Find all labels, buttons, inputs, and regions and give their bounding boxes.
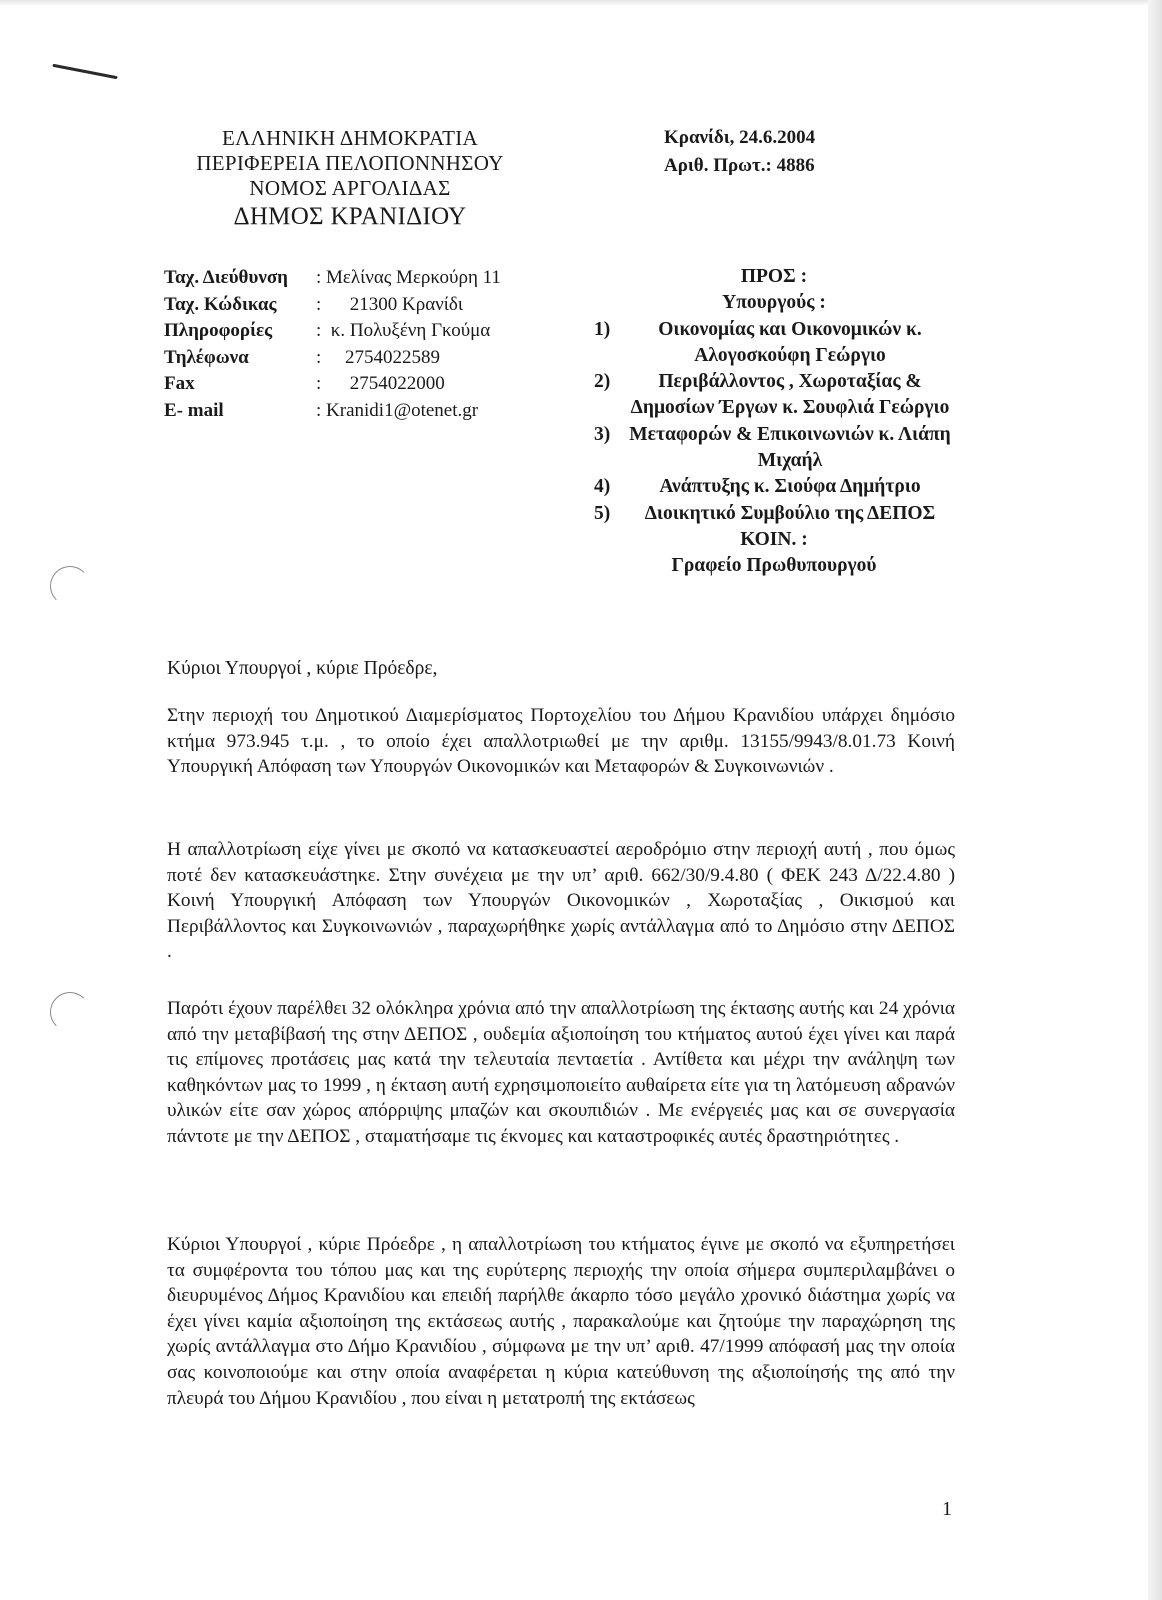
letterhead bbox=[150, 126, 550, 233]
recipient-number: 3) bbox=[594, 423, 611, 445]
scan-edge-shadow bbox=[1148, 0, 1162, 1600]
recipient-number: 5) bbox=[594, 502, 611, 524]
contact-label: Πληροφορίες bbox=[164, 320, 273, 341]
punch-hole-mark bbox=[50, 566, 90, 606]
contact-value: : 21300 Κρανίδι bbox=[316, 293, 463, 315]
letterhead-prefecture: ΝΟΜΟΣ ΑΡΓΟΛΙΔΑΣ bbox=[249, 176, 451, 200]
body-paragraph: Στην περιοχή του Δημοτικού Διαμερίσματος Πορτοχελίου του Δήμου Κρανιδίου υπάρχει δημόσιο κτήμα 973.945 τ.μ. , το οποίο έχει απαλλοτριωθεί με την αριθμ. 13155/9943/8.01.73 Κοινή Υπουργική Απόφαση των Υπουργών Οικονομικών και Μεταφορών & Συγκοινωνιών . bbox=[167, 705, 955, 778]
contact-label: E- mail bbox=[164, 399, 224, 421]
recipient-item bbox=[594, 317, 954, 370]
letterhead-municipality: ΔΗΜΟΣ ΚΡΑΝΙΔΙΟΥ bbox=[233, 203, 467, 230]
contact-label: Fax bbox=[164, 373, 195, 394]
letterhead-region: ΠΕΡΙΦΕΡΕΙΑ ΠΕΛΟΠΟΝΝΗΣΟΥ bbox=[196, 151, 504, 175]
page-number: 1 bbox=[942, 1498, 952, 1520]
contact-value: : 2754022000 bbox=[316, 373, 445, 394]
recipient-item bbox=[594, 501, 954, 527]
body-paragraph: Κύριοι Υπουργοί , κύριε Πρόεδρε , η απαλλοτρίωση του κτήματος έγινε με σκοπό να εξυπηρετήσει τα συμφέροντα του τόπου μας και της ευρύτερης περιοχής την οποία σήμερα συμπεριλαμβάνει ο διευρυμένος Δήμος Κρανιδίου και επειδή παρήλθε άκαρπο τόσο μεγάλο χρονικό διάστημα χωρίς να έχει γίνει καμία αξιοποίηση της εκτάσεως αυτής , παρακαλούμε και ζητούμε την παραχώρηση της χωρίς αντάλλαγμα στο Δήμο Κρανιδίου , σύμφωνα με την υπ’ αριθ. 47/1999 απόφασή μας την οποία σας κοινοποιούμε και στην οποία αναφέρεται η κύρια κατεύθυνση της αξιοποίησής της από την πλευρά του Δήμου Κρανιδίου , που είναι η μετατροπή της εκτάσεως bbox=[167, 1234, 955, 1409]
recipient-text: Περιβάλλοντος , Χωροταξίας & Δημοσίων Έργων κ. Σουφλιά Γεώργιο bbox=[630, 371, 950, 419]
to-label: ΠΡΟΣ : bbox=[740, 266, 808, 287]
cc-text: Γραφείο Πρωθυπουργού bbox=[671, 555, 877, 577]
salutation: Κύριοι Υπουργοί , κύριε Πρόεδρε, bbox=[167, 658, 438, 679]
punch-hole-mark bbox=[50, 992, 90, 1032]
recipient-item bbox=[594, 474, 954, 500]
recipient-text: Οικονομίας και Οικονομικών κ. Αλογοσκούφη Γεώργιο bbox=[658, 318, 922, 366]
contact-label: Τηλέφωνα bbox=[164, 346, 249, 368]
contact-row bbox=[164, 371, 501, 398]
date-line: Κρανίδι, 24.6.2004 bbox=[664, 127, 816, 148]
cc-label: ΚΟΙΝ. : bbox=[740, 528, 808, 550]
recipient-number: 1) bbox=[594, 318, 611, 340]
contact-value: : 2754022589 bbox=[316, 346, 441, 368]
contact-label: Ταχ. Διεύθυνση bbox=[164, 267, 288, 288]
contact-label: Ταχ. Κώδικας bbox=[164, 293, 277, 315]
contact-value: : Μελίνας Μερκούρη 11 bbox=[316, 267, 501, 288]
contact-email-value: : Kranidi1@otenet.gr bbox=[316, 399, 479, 421]
letterhead-republic: ΕΛΛΗΝΙΚΗ ΔΗΜΟΚΡΑΤΙΑ bbox=[221, 126, 479, 150]
recipient-item bbox=[594, 369, 954, 422]
recipient-text: Διοικητικό Συμβούλιο της ΔΕΠΟΣ bbox=[644, 502, 936, 524]
contact-row bbox=[164, 265, 501, 292]
scan-top-shadow bbox=[0, 0, 1162, 6]
date-protocol-block bbox=[664, 124, 815, 180]
contact-row bbox=[164, 345, 501, 372]
recipient-text: Μεταφορών & Επικοινωνιών κ. Λιάπη Μιχαήλ bbox=[629, 423, 951, 472]
contact-row bbox=[164, 398, 501, 425]
contact-value: : κ. Πολυξένη Γκούμα bbox=[316, 320, 491, 341]
body-paragraph: Παρότι έχουν παρέλθει 32 ολόκληρα χρόνια από την απαλλοτρίωση της έκτασης αυτής και 24 χρόνια από την μεταβίβασή της στην ΔΕΠΟΣ , ουδεμία αξιοποίηση του κτήματος αυτού έχει γίνει και παρά τις επίμονες προτάσεις μας κατά την τελευταία πενταετία . Αντίθετα και μέχρι την ανάληψη των καθηκόντων μας το 1999 , η έκταση αυτή εχρησιμοποιείτο αυθαίρετα είτε για τη λατόμευση αδρανών υλικών είτε σαν χώρος απόρριψης μπαζών και σκουπιδιών . Με ενέργειές μας και σε συνεργασία πάντοτε με την ΔΕΠΟΣ , σταματήσαμε τις έκνομες και καταστροφικές αυτές δραστηριότητες . bbox=[167, 998, 955, 1147]
contact-details bbox=[164, 265, 501, 424]
contact-row bbox=[164, 318, 501, 345]
recipient-number: 4) bbox=[594, 476, 611, 498]
protocol-number: Αριθ. Πρωτ.: 4886 bbox=[664, 155, 815, 176]
body-paragraph: Η απαλλοτρίωση είχε γίνει με σκοπό να κατασκευαστεί αεροδρόμιο στην περιοχή αυτή , που όμως ποτέ δεν κατασκευάστηκε. Στην συνέχεια με την υπ’ αριθ. 662/30/9.4.80 ( ΦΕΚ 243 Δ/22.4.80 ) Κοινή Υπουργική Απόφαση των Υπουργών Οικονομικών , Χωροταξίας , Οικισμού και Περιβάλλοντος και Συγκοινωνιών , παραχωρήθηκε χωρίς αντάλλαγμα από το Δημόσιο στην ΔΕΠΟΣ . bbox=[167, 839, 955, 963]
contact-row bbox=[164, 292, 501, 319]
ministers-label: Υπουργούς : bbox=[722, 292, 826, 314]
recipient-item bbox=[594, 422, 954, 475]
recipients-block bbox=[594, 264, 954, 580]
pen-stroke-mark bbox=[52, 64, 117, 80]
recipient-text: Ανάπτυξης κ. Σιούφα Δημήτριο bbox=[659, 476, 921, 498]
recipient-number: 2) bbox=[594, 371, 611, 393]
